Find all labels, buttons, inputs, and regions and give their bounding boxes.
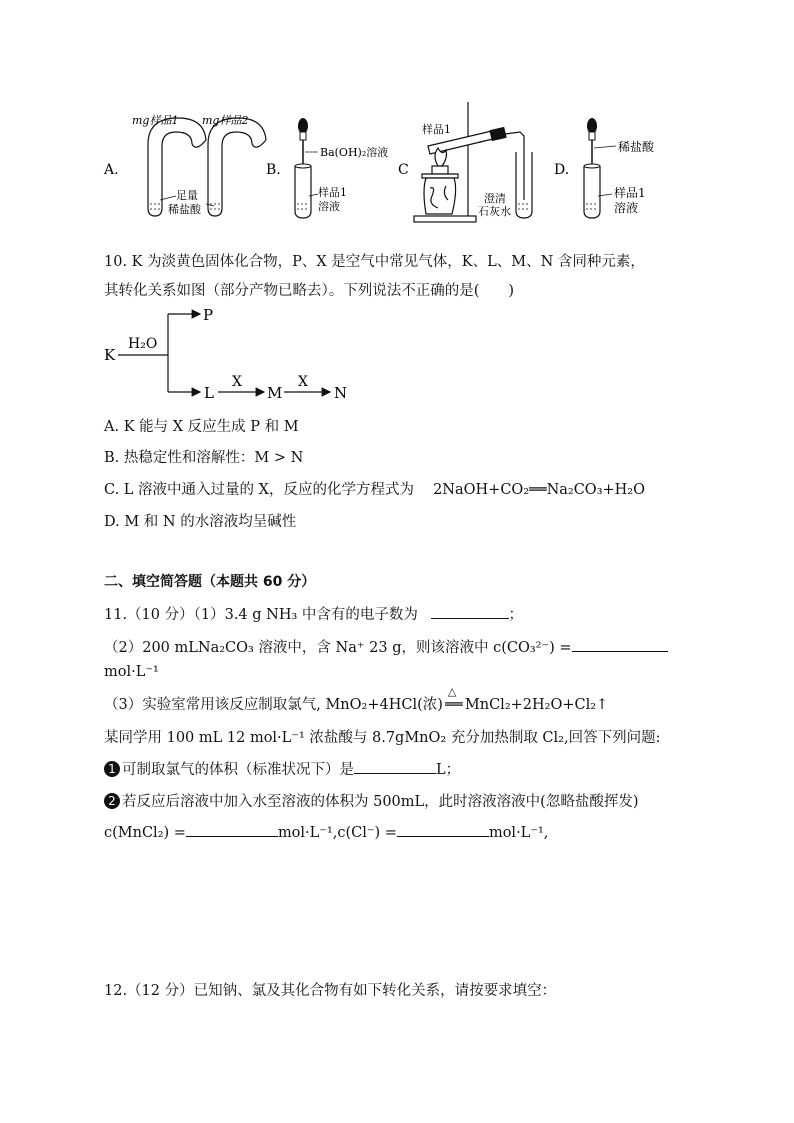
q11-part2 (104, 636, 668, 657)
fig-b-sample-top: 样品1 (318, 186, 347, 199)
fig-c-letter: C (398, 162, 409, 178)
fig-b-dropper (298, 118, 308, 164)
q10-stem-line2: 其转化关系如图（部分产物已略去）。下列说法不正确的是( ) (104, 283, 515, 299)
fig-d-letter: D. (554, 162, 570, 178)
fig-a-reagent-top: 足量 (176, 189, 198, 202)
fig-b-letter: B. (266, 162, 281, 178)
q10-stem-line1: 10. K 为淡黄色固体化合物，P、X 是空气中常见气体，K、L、M、N 含同种元素， (104, 254, 645, 270)
fig-c-lime-top: 澄清 (484, 192, 506, 205)
q11-part3-intro: （3）实验室常用该反应制取氯气, MnO₂+4HCl(浓) (104, 697, 443, 713)
q11-sub2-number: 2 (104, 793, 120, 809)
q10-diagram-svg (100, 304, 370, 404)
q11-heat-condition: △ ══ (445, 685, 463, 713)
fig-a-tubes (148, 118, 266, 216)
q11-part3-equation (104, 685, 609, 714)
q10-option-a: A. K 能与 X 反应生成 P 和 M (104, 419, 299, 435)
q10-node-m: M (267, 384, 283, 402)
fig-a-sample2: mg样品2 (202, 114, 249, 127)
fig-b-tube (295, 166, 311, 218)
q11-part1-end: ； (508, 607, 524, 623)
q10-node-k: K (104, 346, 116, 364)
fig-a-letter: A. (104, 162, 119, 178)
q11-blank-chloride[interactable] (397, 822, 489, 837)
q10-option-c: C. L 溶液中通入过量的 X，反应的化学方程式为 2NaOH+CO₂══Na₂CO₃+H₂O (104, 482, 646, 498)
q11-sub1-end: L； (436, 762, 461, 778)
q11-part1-text: 11.（10 分）（1）3.4 g NH₃ 中含有的电子数为 (104, 607, 418, 623)
fig-d-sample-bottom: 溶液 (614, 201, 639, 215)
fig-b-reagent: Ba(OH)₂溶液 (320, 146, 389, 159)
fig-c-lime-bottom: 石灰水 (478, 205, 511, 218)
q11-blank-carbonate[interactable] (572, 637, 668, 652)
q11-sub2-unit1: mol·L⁻¹,c(Cl⁻) = (277, 825, 397, 841)
q10-label-h2o: H₂O (128, 336, 158, 352)
q11-blank-electrons[interactable] (431, 604, 509, 619)
fig-d-dropper (587, 118, 597, 164)
apparatus-drawing (96, 96, 696, 226)
q11-part2-unit: mol·L⁻¹ (104, 664, 159, 680)
q10-node-n: N (334, 384, 348, 402)
q11-part1 (104, 603, 523, 624)
q10-option-d: D. M 和 N 的水溶液均呈碱性 (104, 514, 297, 530)
section-2-title: 二、填空简答题（本题共 60 分） (104, 574, 316, 590)
q10-transformation-diagram (100, 304, 370, 404)
q10-label-x2: X (298, 374, 308, 390)
q10-option-b: B. 热稳定性和溶解性：M > N (104, 450, 304, 466)
fig-c-apparatus (414, 102, 532, 222)
q12-stem: 12.（12 分）已知钠、氯及其化合物有如下转化关系，请按要求填空： (104, 983, 557, 999)
q11-sub2-answers (104, 822, 548, 841)
q11-part3-line2: 某同学用 100 mL 12 mol·L⁻¹ 浓盐酸与 8.7gMnO₂ 充分加热制取 Cl₂,回答下列问题: (104, 730, 661, 746)
q11-sub2-unit2: mol·L⁻¹, (488, 825, 549, 841)
q11-heat-delta: △ (447, 685, 457, 698)
apparatus-figures (96, 96, 696, 226)
q11-sub1-number: 1 (104, 761, 120, 777)
q11-part2-text: （2）200 mLNa₂CO₃ 溶液中，含 Na⁺ 23 g，则该溶液中 c(CO₃²⁻) = (104, 640, 572, 656)
q10-label-x1: X (232, 374, 242, 390)
fig-a-sample1: mg样品1 (132, 114, 179, 127)
q11-sub1-text: 可制取氯气的体积（标准状况下）是 (122, 762, 354, 778)
fig-d-sample-top: 样品1 (614, 186, 646, 200)
q10-node-l: L (204, 384, 214, 402)
fig-b-sample-bottom: 溶液 (318, 200, 340, 213)
q11-sub2-text: 若反应后溶液中加入水至溶液的体积为 500mL，此时溶液溶液中(忽略盐酸挥发) (122, 794, 639, 810)
fig-d-tube (584, 166, 600, 218)
q10-node-p: P (203, 306, 214, 324)
q11-blank-volume[interactable] (354, 759, 436, 774)
q11-blank-mncl2[interactable] (186, 822, 278, 837)
fig-d-reagent: 稀盐酸 (618, 140, 655, 154)
q11-sub1 (104, 758, 460, 779)
fig-a-reagent-bottom: 稀盐酸 (168, 203, 201, 216)
q11-sub2 (104, 790, 638, 811)
fig-c-sample: 样品1 (422, 123, 451, 136)
q11-part3-eq-end: MnCl₂+2H₂O+Cl₂↑ (464, 697, 609, 713)
q11-sub2-c-mncl2: c(MnCl₂) = (104, 825, 186, 841)
